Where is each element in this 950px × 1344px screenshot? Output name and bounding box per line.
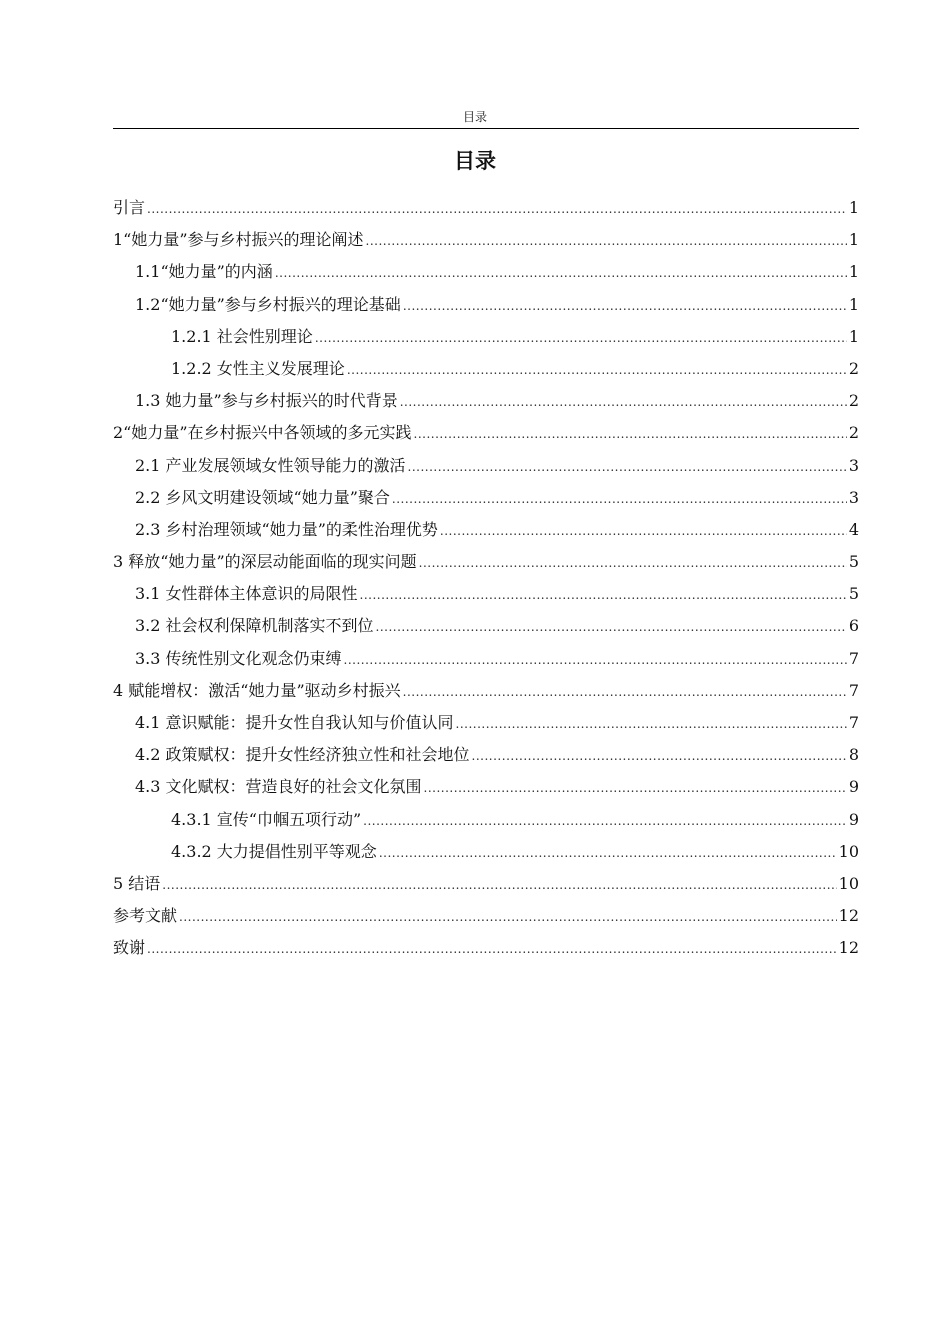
toc-entry-page-number: 9 [848, 809, 859, 829]
toc-dot-leader [179, 901, 837, 933]
toc-entry-label: 1.1“她力量”的内涵 [135, 262, 273, 282]
toc-entry[interactable] [113, 932, 859, 964]
toc-dot-leader [400, 386, 847, 418]
toc-entry-page-number: 1 [848, 230, 859, 250]
toc-entry-label: 1.2“她力量”参与乡村振兴的理论基础 [135, 294, 401, 314]
toc-dot-leader [472, 740, 847, 772]
toc-entry[interactable] [113, 771, 859, 803]
header-divider [113, 128, 859, 129]
toc-entry[interactable] [113, 578, 859, 610]
running-header: 目录 [462, 110, 487, 124]
toc-entry-page-number: 2 [848, 391, 859, 411]
toc-dot-leader [366, 225, 847, 257]
toc-entry-page-number: 3 [848, 455, 859, 475]
toc-entry[interactable] [113, 643, 859, 675]
toc-dot-leader [360, 579, 847, 611]
toc-entry[interactable] [113, 482, 859, 514]
toc-entry-label: 2“她力量”在乡村振兴中各领域的多元实践 [113, 423, 412, 443]
toc-entry[interactable] [113, 900, 859, 932]
toc-dot-leader [315, 322, 847, 354]
toc-entry[interactable] [113, 868, 859, 900]
toc-dot-leader [403, 290, 847, 322]
toc-entry-page-number: 7 [848, 713, 859, 732]
toc-entry-label: 5 结语 [113, 873, 161, 893]
toc-entry-page-number: 5 [848, 552, 859, 572]
toc-entry[interactable] [113, 675, 859, 707]
toc-entry-label: 4.3.2 大力提倡性别平等观念 [171, 841, 377, 861]
toc-entry[interactable] [113, 546, 859, 578]
toc-entry[interactable] [113, 450, 859, 482]
toc-entry[interactable] [113, 224, 859, 256]
toc-dot-leader [347, 354, 847, 386]
toc-entry[interactable] [113, 321, 859, 353]
toc-entry[interactable] [113, 739, 859, 771]
toc-entry-label: 1.2.2 女性主义发展理论 [171, 358, 345, 378]
toc-entry[interactable] [113, 610, 859, 642]
toc-entry[interactable] [113, 192, 859, 224]
toc-dot-leader [162, 869, 836, 901]
toc-dot-leader [376, 611, 847, 643]
toc-entry-label: 致谢 [113, 938, 146, 958]
toc-dot-leader [147, 933, 837, 965]
toc-entry-page-number: 7 [848, 648, 859, 668]
toc-entry-label: 4.1 意识赋能：提升女性自我认知与价值认同 [135, 713, 454, 732]
table-of-contents [113, 192, 859, 965]
toc-dot-leader [440, 515, 847, 547]
toc-dot-leader [456, 708, 847, 740]
toc-entry-page-number: 9 [848, 777, 859, 797]
toc-entry[interactable] [113, 256, 859, 288]
toc-entry[interactable] [113, 353, 859, 385]
toc-entry-page-number: 1 [848, 326, 859, 346]
toc-entry-label: 4.2 政策赋权：提升女性经济独立性和社会地位 [135, 745, 470, 765]
page-title: 目录 [454, 149, 496, 173]
toc-entry-label: 3 释放“她力量”的深层动能面临的现实问题 [113, 552, 417, 572]
toc-entry[interactable] [113, 804, 859, 836]
toc-dot-leader [424, 772, 847, 804]
toc-dot-leader [275, 257, 847, 289]
toc-entry-page-number: 10 [838, 873, 859, 893]
toc-entry-page-number: 1 [848, 294, 859, 314]
toc-entry-label: 参考文献 [113, 906, 178, 926]
toc-entry[interactable] [113, 836, 859, 868]
toc-entry[interactable] [113, 289, 859, 321]
toc-entry-label: 4.3 文化赋权：营造良好的社会文化氛围 [135, 777, 422, 797]
toc-dot-leader [363, 805, 847, 837]
toc-entry-page-number: 8 [848, 745, 859, 765]
toc-dot-leader [344, 644, 847, 676]
toc-dot-leader [403, 676, 847, 708]
toc-entry[interactable] [113, 514, 859, 546]
toc-entry-label: 3.1 女性群体主体意识的局限性 [135, 584, 358, 604]
toc-entry-label: 3.3 传统性别文化观念仍束缚 [135, 648, 342, 668]
toc-dot-leader [408, 451, 847, 483]
toc-entry-label: 引言 [113, 198, 146, 217]
toc-entry-label: 1“她力量”参与乡村振兴的理论阐述 [113, 230, 364, 250]
toc-entry-label: 2.3 乡村治理领域“她力量”的柔性治理优势 [135, 519, 438, 539]
toc-entry-page-number: 4 [848, 519, 859, 539]
toc-entry-page-number: 5 [848, 584, 859, 604]
toc-entry[interactable] [113, 417, 859, 449]
toc-entry-label: 2.2 乡风文明建设领域“她力量”聚合 [135, 487, 390, 507]
toc-dot-leader [419, 547, 847, 579]
toc-dot-leader [147, 193, 847, 225]
toc-dot-leader [379, 837, 837, 869]
toc-entry-label: 1.3 她力量”参与乡村振兴的时代背景 [135, 391, 398, 411]
toc-entry-page-number: 2 [848, 358, 859, 378]
toc-dot-leader [414, 418, 847, 450]
toc-entry-page-number: 12 [838, 938, 859, 958]
toc-entry-page-number: 1 [848, 262, 859, 282]
toc-entry-page-number: 3 [848, 487, 859, 507]
toc-dot-leader [392, 483, 847, 515]
toc-entry[interactable] [113, 707, 859, 739]
toc-entry-page-number: 7 [848, 680, 859, 700]
toc-entry-label: 1.2.1 社会性别理论 [171, 326, 313, 346]
toc-entry-page-number: 1 [848, 198, 859, 217]
toc-entry-label: 4.3.1 宣传“巾帼五项行动” [171, 809, 362, 829]
toc-entry-label: 4 赋能增权：激活“她力量”驱动乡村振兴 [113, 680, 401, 700]
toc-entry-page-number: 12 [838, 906, 859, 926]
toc-entry-page-number: 6 [848, 616, 859, 636]
toc-entry-page-number: 2 [848, 423, 859, 443]
toc-entry-label: 3.2 社会权利保障机制落实不到位 [135, 616, 374, 636]
toc-entry[interactable] [113, 385, 859, 417]
toc-entry-label: 2.1 产业发展领域女性领导能力的激活 [135, 455, 406, 475]
toc-entry-page-number: 10 [838, 841, 859, 861]
